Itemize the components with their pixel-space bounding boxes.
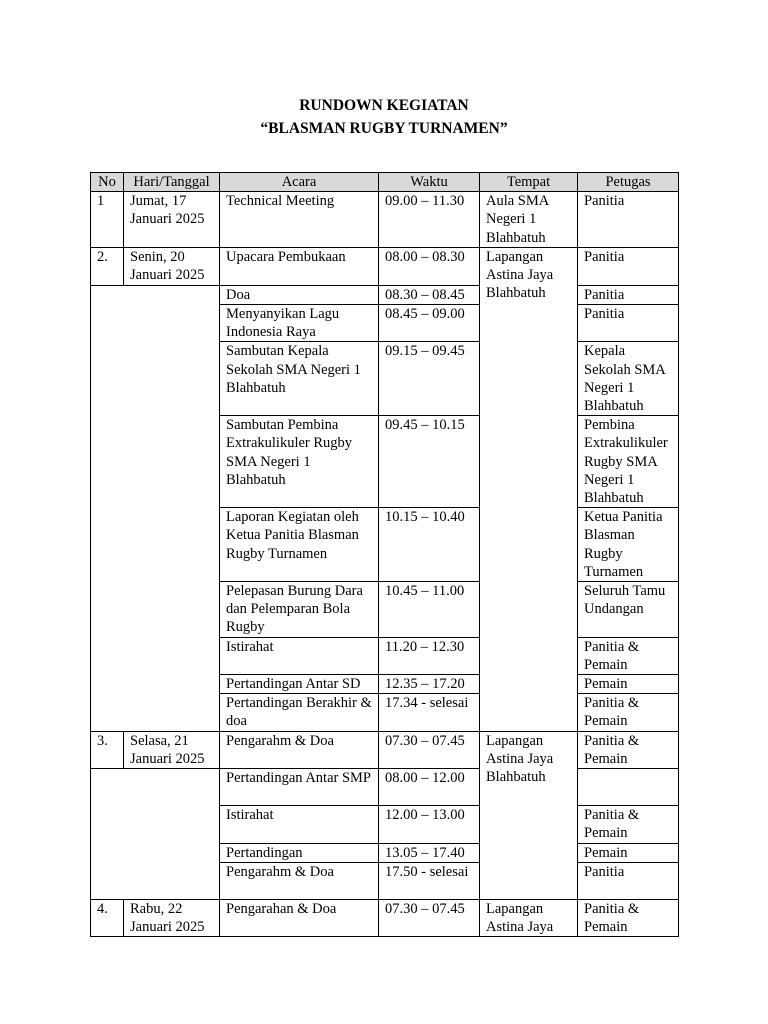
cell-acara: Upacara Pembukaan bbox=[220, 247, 379, 285]
cell-acara: Pertandingan Berakhir & doa bbox=[220, 694, 379, 731]
cell-day: Rabu, 22 Januari 2025 bbox=[124, 899, 220, 936]
document-title bbox=[0, 94, 768, 140]
table-row bbox=[91, 769, 679, 806]
cell-acara: Laporan Kegiatan oleh Ketua Panitia Blasman Rugby Turnamen bbox=[220, 508, 379, 582]
cell-petugas: Panitia bbox=[578, 192, 679, 248]
cell-petugas bbox=[578, 769, 679, 806]
cell-waktu: 10.15 – 10.40 bbox=[379, 508, 480, 582]
cell-petugas: Panitia bbox=[578, 862, 679, 899]
cell-acara: Istirahat bbox=[220, 806, 379, 843]
cell-petugas: Pemain bbox=[578, 843, 679, 862]
cell-no: 2. bbox=[91, 247, 124, 285]
title-line-2: “BLASMAN RUGBY TURNAMEN” bbox=[260, 120, 508, 137]
cell-petugas: Panitia & Pemain bbox=[578, 899, 679, 936]
cell-acara: Pengarahan & Doa bbox=[220, 899, 379, 936]
cell-acara: Pengarahm & Doa bbox=[220, 731, 379, 768]
cell-acara: Menyanyikan Lagu Indonesia Raya bbox=[220, 305, 379, 342]
cell-tempat: Lapangan Astina Jaya Blahbatuh bbox=[480, 247, 578, 731]
cell-no: 1 bbox=[91, 192, 124, 248]
cell-acara: Pelepasan Burung Dara dan Pelemparan Bola Rugby bbox=[220, 582, 379, 638]
cell-waktu: 08.30 – 08.45 bbox=[379, 285, 480, 304]
cell-waktu: 12.00 – 13.00 bbox=[379, 806, 480, 843]
cell-tempat: Lapangan Astina Jaya Blahbatuh bbox=[480, 731, 578, 899]
cell-petugas: Panitia & Pemain bbox=[578, 637, 679, 674]
cell-no: 3. bbox=[91, 731, 124, 768]
cell-waktu: 13.05 – 17.40 bbox=[379, 843, 480, 862]
cell-day-empty bbox=[91, 285, 220, 731]
cell-day: Jumat, 17 Januari 2025 bbox=[124, 192, 220, 248]
header-waktu: Waktu bbox=[379, 173, 480, 192]
cell-tempat: Lapangan Astina Jaya bbox=[480, 899, 578, 936]
cell-petugas: Panitia bbox=[578, 247, 679, 285]
cell-waktu: 08.00 – 12.00 bbox=[379, 769, 480, 806]
cell-day-empty bbox=[91, 769, 220, 900]
cell-petugas: Pemain bbox=[578, 675, 679, 694]
cell-petugas: Ketua Panitia Blasman Rugby Turnamen bbox=[578, 508, 679, 582]
header-acara: Acara bbox=[220, 173, 379, 192]
cell-waktu: 07.30 – 07.45 bbox=[379, 731, 480, 768]
title-line-1: RUNDOWN KEGIATAN bbox=[299, 97, 469, 114]
cell-waktu: 11.20 – 12.30 bbox=[379, 637, 480, 674]
cell-day: Selasa, 21 Januari 2025 bbox=[124, 731, 220, 768]
cell-petugas: Panitia bbox=[578, 305, 679, 342]
cell-acara: Technical Meeting bbox=[220, 192, 379, 248]
table-row bbox=[91, 285, 679, 304]
cell-acara: Pertandingan Antar SD bbox=[220, 675, 379, 694]
table-row bbox=[91, 192, 679, 248]
cell-petugas: Panitia & Pemain bbox=[578, 806, 679, 843]
cell-acara: Pertandingan bbox=[220, 843, 379, 862]
cell-waktu: 09.00 – 11.30 bbox=[379, 192, 480, 248]
header-day: Hari/Tanggal bbox=[124, 173, 220, 192]
cell-waktu: 17.50 - selesai bbox=[379, 862, 480, 899]
table-row bbox=[91, 247, 679, 285]
header-petugas: Petugas bbox=[578, 173, 679, 192]
cell-acara: Doa bbox=[220, 285, 379, 304]
cell-day: Senin, 20 Januari 2025 bbox=[124, 247, 220, 285]
table-row bbox=[91, 899, 679, 936]
table-header-row bbox=[91, 173, 679, 192]
header-tempat: Tempat bbox=[480, 173, 578, 192]
cell-petugas: Panitia bbox=[578, 285, 679, 304]
cell-petugas: Pembina Extrakulikuler Rugby SMA Negeri 1 Blahbatuh bbox=[578, 416, 679, 508]
cell-acara: Istirahat bbox=[220, 637, 379, 674]
cell-waktu: 17.34 - selesai bbox=[379, 694, 480, 731]
cell-acara: Sambutan Kepala Sekolah SMA Negeri 1 Blahbatuh bbox=[220, 342, 379, 416]
cell-waktu: 08.45 – 09.00 bbox=[379, 305, 480, 342]
cell-acara: Pertandingan Antar SMP bbox=[220, 769, 379, 806]
cell-petugas: Panitia & Pemain bbox=[578, 731, 679, 768]
header-no: No bbox=[91, 173, 124, 192]
cell-tempat: Aula SMA Negeri 1 Blahbatuh bbox=[480, 192, 578, 248]
cell-waktu: 09.15 – 09.45 bbox=[379, 342, 480, 416]
cell-no: 4. bbox=[91, 899, 124, 936]
cell-waktu: 08.00 – 08.30 bbox=[379, 247, 480, 285]
cell-petugas: Kepala Sekolah SMA Negeri 1 Blahbatuh bbox=[578, 342, 679, 416]
table-row bbox=[91, 731, 679, 768]
cell-acara: Pengarahm & Doa bbox=[220, 862, 379, 899]
cell-petugas: Seluruh Tamu Undangan bbox=[578, 582, 679, 638]
cell-waktu: 12.35 – 17.20 bbox=[379, 675, 480, 694]
cell-waktu: 09.45 – 10.15 bbox=[379, 416, 480, 508]
cell-waktu: 10.45 – 11.00 bbox=[379, 582, 480, 638]
cell-acara: Sambutan Pembina Extrakulikuler Rugby SMA Negeri 1 Blahbatuh bbox=[220, 416, 379, 508]
cell-waktu: 07.30 – 07.45 bbox=[379, 899, 480, 936]
cell-petugas: Panitia & Pemain bbox=[578, 694, 679, 731]
rundown-table bbox=[90, 172, 679, 937]
